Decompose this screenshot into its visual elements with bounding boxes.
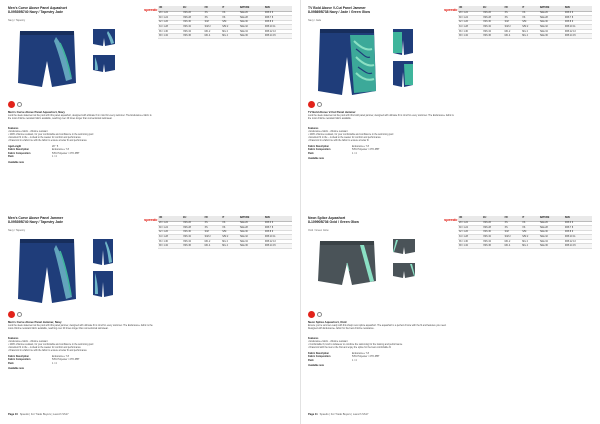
- chlorine-badge-icon: [317, 312, 322, 317]
- size-table-header: UK EU FR IT NATURE SIZE: [158, 6, 292, 11]
- features-list: [8, 131, 154, 143]
- spec-row: Fabric Description Endurance+ 7.8: [8, 355, 69, 358]
- table-row: 38 / 1.32 XSS 36 M/L 4 M/L 4 Talla 36 FR8 14 15: [158, 244, 292, 249]
- spec-row: Fabric Composition 53% Polyester / 47% PBT: [8, 358, 80, 362]
- aquashort-front-image: [16, 27, 78, 91]
- size-table: [458, 6, 592, 39]
- feature-item: • Excellent fit in the – is ideal to the wearer for comfort and performance: [8, 347, 81, 349]
- page-footer: Page 11 Speedo | For Trade Buyers | Launch SS17: [308, 413, 369, 416]
- table-row: 34 / 1.28 XSS 32 S/M 2 S/M 2 Talla 32 FR8 10 11: [458, 25, 592, 30]
- availability: Available now: [308, 157, 324, 160]
- product-card: [8, 6, 292, 206]
- vcut-jammer-back-image: [392, 28, 414, 56]
- table-row: 32 / 1.26 XSS 30 S/M S/M Talla 30 FR8 8 9: [158, 230, 292, 235]
- table-row: 36 / 1.30 XSS 34 M/L 2 M/L 2 Talla 34 FR8 12 13: [158, 239, 292, 244]
- table-row: 28 / 1.22 XSS 26 XS XS Talla 26 FR8 3 6: [458, 11, 592, 16]
- spec-row: Pack 1 / 4: [308, 151, 357, 155]
- speedo-logo: speedo: [444, 217, 458, 222]
- endurance-badge-icon: [8, 311, 15, 318]
- table-row: 32 / 1.26 XSS 30 S/M S/M Talla 30 FR8 8 9: [458, 230, 592, 235]
- feature-name: Neon Splice Aquashort, Oxid: [308, 320, 347, 324]
- product-description: Ensure you're summer-ready with this sharp neon splice aquashort. The aquashort is a perfect choice with the fit and features you need. Designed with Endurance+ fabric for the best chlorine resistance.: [308, 325, 447, 330]
- features-list: [308, 341, 454, 350]
- jammer-front-image: [16, 237, 78, 305]
- chlorine-badge-icon: [17, 102, 22, 107]
- features-heading: Features: [8, 127, 19, 130]
- feature-item: • Drawcord in a fabric tie with the fabric to ensure a better fit: [308, 140, 369, 142]
- size-table: [458, 216, 592, 249]
- endurance-badge-icon: [308, 311, 315, 318]
- product-description: Look the sleek statement at the pool with this panel jammer, designed with ultimate fit in mind for every swimmer. The Endurance+ fabric is the most chlorine resistant fabric available, reaching over 20 times longer than conventional swimwear.: [8, 325, 153, 330]
- vcut-jammer-front-image: [316, 27, 378, 97]
- table-row: 38 / 1.32 XSS 36 M/L 4 M/L 4 Talla 36 FR8 14 15: [458, 244, 592, 249]
- table-row: 32 / 1.26 XSS 30 S/M S/M Talla 30 FR8 8 9: [158, 20, 292, 25]
- speedo-logo: speedo: [144, 217, 158, 222]
- table-row: 28 / 1.22 XSS 26 XS XS Talla 26 FR8 3 6: [158, 221, 292, 226]
- product-photos: [308, 234, 458, 306]
- size-table-header: UK EU FR IT NATURE SIZE: [158, 216, 292, 221]
- feature-item: • Excellent fit in the – is ideal to the wearer for comfort and performance: [8, 137, 81, 139]
- product-colour: Oxid / Green Glow: [308, 229, 329, 232]
- table-row: 30 / 1.24 XSS 28 XS XS Talla 28 FR8 7 8: [458, 226, 592, 231]
- endurance-badge-icon: [8, 101, 15, 108]
- features-list: [8, 341, 154, 353]
- product-title: TV Bold Above V-Cut Panel Jammer 8-09869B738 Navy / Jade / Green Glow: [308, 6, 371, 15]
- spec-row: Fabric Composition 53% Polyester / 47% PBT: [8, 151, 80, 155]
- spec-list: [308, 352, 454, 362]
- table-row: 36 / 1.30 XSS 34 M/L 2 M/L 2 Talla 34 FR8 12 13: [458, 29, 592, 34]
- spec-row: Fabric Description Endurance+ 7.8: [8, 148, 69, 152]
- product-title: Men's Curve Above Panel Aquashort 8-09539B740 Navy / Tapestry Jade: [8, 6, 67, 15]
- product-description: Look the sleek statement at the pool with this panel aquashort, designed with ultimate fit in mind for every swimmer. The Endurance+ fabric is the most chlorine resistant fabric available, reaching over 20 times longer than conventional swimwear.: [8, 115, 152, 120]
- features-heading: Features: [308, 127, 319, 130]
- table-row: 30 / 1.24 XSS 28 XS XS Talla 28 FR8 7 8: [458, 16, 592, 21]
- feature-item: • Endurance+ fabric - chlorine resistant: [308, 131, 348, 133]
- catalogue-page-right: [300, 0, 600, 424]
- neon-aquashort-front-image: [316, 237, 378, 289]
- feature-item: • Excellent fit in the – is ideal to the wearer for comfort and performance: [308, 137, 381, 139]
- product-card: [308, 6, 592, 206]
- spec-row: Fabric Description Endurance+ 7.8: [308, 352, 369, 355]
- feature-item: • Drawcord in a fabric tie with the fabric to ensure a better fit and performance: [8, 140, 87, 142]
- product-title: Men's Curve Above Panel Jammer 8-09539B740 Navy / Tapestry Jade: [8, 216, 64, 225]
- vcut-jammer-side-image: [392, 60, 414, 88]
- features-heading: Features: [308, 337, 319, 340]
- spec-row: Fabric Description Endurance+ 7.8: [308, 145, 369, 148]
- spec-row: Pack 1 / 4: [308, 358, 357, 362]
- table-row: 34 / 1.28 XSS 32 S/M 2 S/M 2 Talla 32 FR8 10 11: [158, 25, 292, 30]
- product-colour: Navy / Tapestry: [8, 19, 26, 22]
- size-table-header: UK EU FR IT NATURE SIZE: [458, 216, 592, 221]
- feature-item: • Endurance+ fabric - chlorine resistant: [8, 131, 48, 133]
- size-table-header: UK EU FR IT NATURE SIZE: [458, 6, 592, 11]
- product-photos: [308, 24, 458, 96]
- table-row: 36 / 1.30 XSS 34 M/L 2 M/L 2 Talla 34 FR8 12 13: [158, 29, 292, 34]
- feature-item: • Endurance+ fabric - chlorine resistant: [308, 341, 348, 343]
- features-list: [308, 131, 454, 143]
- product-colour: Navy / Jade: [308, 19, 322, 22]
- neon-aquashort-side-image: [392, 262, 416, 280]
- aquashort-side-image: [92, 54, 116, 74]
- availability: Available now: [8, 161, 24, 164]
- table-row: 32 / 1.26 XSS 30 S/M S/M Talla 30 FR8 8 9: [458, 20, 592, 25]
- availability: Available now: [308, 364, 324, 367]
- feature-name: Men's Curve Above Panel Jammer, Navy: [8, 320, 62, 324]
- table-row: 30 / 1.24 XSS 28 XS XS Talla 28 FR8 7 8: [158, 16, 292, 21]
- chlorine-badge-icon: [317, 102, 322, 107]
- features-heading: Features: [8, 337, 19, 340]
- neon-aquashort-back-image: [392, 238, 416, 256]
- product-title: Neon Splice Aquashort 8-10990B736 Oxid / Green Glow: [308, 216, 359, 225]
- table-row: 38 / 1.32 XSS 36 M/L 4 M/L 4 Talla 36 FR8 14 15: [458, 34, 592, 39]
- table-row: 36 / 1.30 XSS 34 M/L 2 M/L 2 Talla 34 FR8 12 13: [458, 239, 592, 244]
- feature-name: Men's Curve Above Panel Aquashort, Navy: [8, 110, 65, 114]
- feature-item: • 100% chlorine resistant, for your comfortable and confidence in the swimming pool: [308, 134, 394, 136]
- table-row: 30 / 1.24 XSS 28 XS XS Talla 28 FR8 7 8: [158, 226, 292, 231]
- spec-row: Age/Length 28 " 5: [8, 145, 59, 148]
- table-row: 28 / 1.22 XSS 26 XS XS Talla 26 FR8 3 6: [158, 11, 292, 16]
- product-colour: Navy / Tapestry: [8, 229, 26, 232]
- product-card: [308, 216, 592, 416]
- chlorine-badge-icon: [17, 312, 22, 317]
- feature-item: • Drawcord with the ties to the first and enjoy the splice for the best comfortable fit: [308, 347, 391, 349]
- table-row: 34 / 1.28 XSS 32 S/M 2 S/M 2 Talla 32 FR8 10 11: [158, 235, 292, 240]
- spec-list: [8, 145, 154, 158]
- table-row: 28 / 1.22 XSS 26 XS XS Talla 26 FR8 3 6: [458, 221, 592, 226]
- product-description: Look the sleek statement at the pool with this bold panel jammer, designed with ultimate fit in mind for every swimmer. The Endurance+ fabric is the most chlorine resistant fabric available.: [308, 115, 454, 120]
- spec-row: Pack 1 / 4: [8, 154, 57, 158]
- size-table: [158, 6, 292, 39]
- spec-list: [308, 145, 454, 155]
- product-photos: [8, 234, 158, 306]
- aquashort-back-image: [92, 28, 116, 48]
- table-row: 34 / 1.28 XSS 32 S/M 2 S/M 2 Talla 32 FR8 10 11: [458, 235, 592, 240]
- feature-item: • Endurance+ fabric - chlorine resistant: [8, 341, 48, 343]
- feature-item: • Drawcord in a fabric tie with the fabric to ensure a better fit and performance: [8, 350, 87, 352]
- speedo-logo: speedo: [444, 7, 458, 12]
- table-row: 38 / 1.32 XSS 36 M/L 4 M/L 4 Talla 36 FR8 14 15: [158, 34, 292, 39]
- jammer-side-image: [92, 270, 114, 298]
- page-footer: Page 10 Speedo | For Trade Buyers | Launch SS17: [8, 413, 69, 416]
- size-table: [158, 216, 292, 249]
- feature-item: • 100% chlorine resistant, for your comfortable and confidence in the swimming pool: [8, 134, 94, 136]
- product-card: [8, 216, 292, 416]
- spec-row: Fabric Composition 53% Polyester / 47% PBT: [308, 148, 380, 152]
- availability: Available now: [8, 367, 24, 370]
- feature-name: TV Bold Above V-Cut Panel Jammer: [308, 110, 356, 114]
- jammer-back-image: [92, 238, 114, 266]
- spec-row: Fabric Composition 53% Polyester / 47% PBT: [308, 355, 380, 359]
- spec-list: [8, 355, 154, 365]
- speedo-logo: speedo: [144, 7, 158, 12]
- spec-row: Pack 1 / 4: [8, 361, 57, 365]
- product-photos: [8, 24, 158, 96]
- feature-item: • 100% chlorine resistant, for your comfortable and confidence in the swimming pool: [8, 344, 94, 346]
- feature-item: • Comfortable fit, kind to whatever to combine the swimming for the training and performance: [308, 344, 403, 346]
- endurance-badge-icon: [308, 101, 315, 108]
